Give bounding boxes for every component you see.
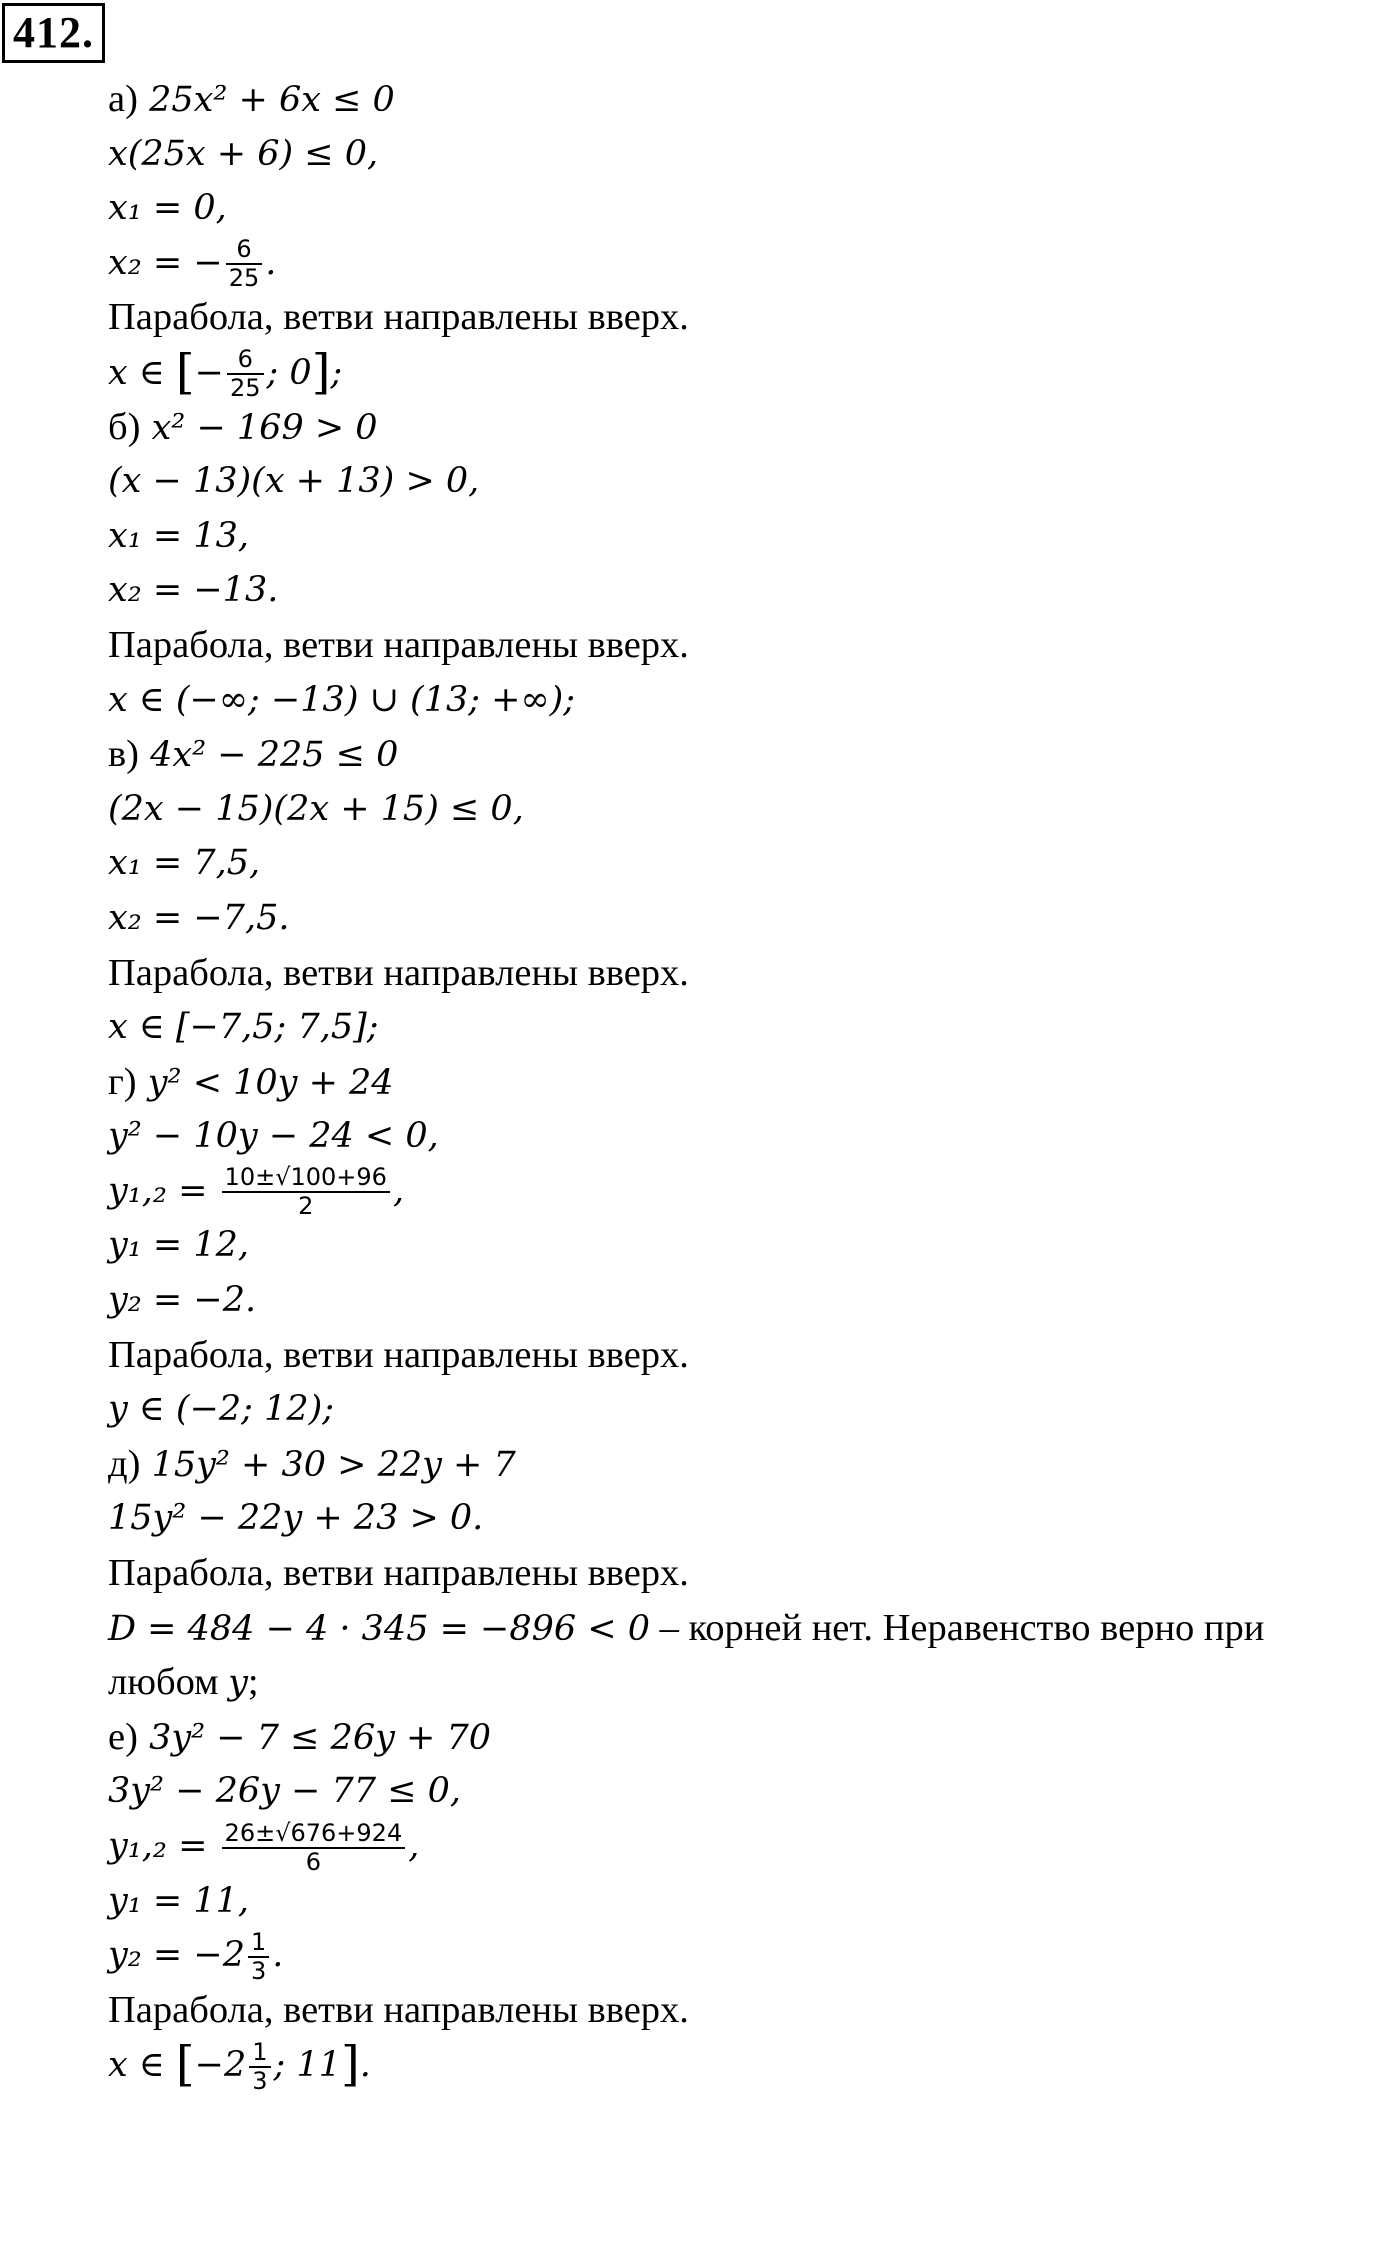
part-a-factored: x(25x + 6) ≤ 0, — [108, 133, 379, 174]
part-e-answer-rest: ; 11 — [273, 2045, 341, 2086]
part-e-root2-lhs: y₂ = −2 — [108, 1935, 245, 1976]
part-g-roots-lhs: y₁,₂ = — [108, 1170, 219, 1211]
part-d-disc-formula: D = 484 − 4 · 345 = −896 < 0 — [108, 1608, 651, 1649]
part-v-answer: x ∈ [−7,5; 7,5]; — [108, 1007, 379, 1048]
fraction-denominator: 6 — [305, 1847, 322, 1876]
part-a-root2-lhs: x₂ = − — [108, 242, 223, 283]
part-e-root2-end: . — [272, 1935, 284, 1976]
part-v-parabola-note: Парабола, ветви направлены вверх. — [108, 951, 689, 994]
part-b-factored: (x − 13)(x + 13) > 0, — [108, 461, 480, 502]
fraction-numerator: 26±√676+924 — [222, 1820, 406, 1849]
fraction-numerator: 1 — [249, 2039, 270, 2068]
fraction-numerator: 6 — [227, 346, 264, 375]
part-a-root1: x₁ = 0, — [108, 188, 227, 229]
part-e-root2 — [108, 1928, 1400, 1983]
part-a-root2 — [108, 236, 1400, 291]
part-e-answer-end: . — [359, 2045, 371, 2086]
part-e-answer — [108, 2036, 1400, 2095]
part-d-cont-var: y — [228, 1663, 248, 1704]
part-e-ineq: 3y² − 7 ≤ 26y + 70 — [149, 1717, 491, 1758]
part-g-answer: y ∈ (−2; 12); — [108, 1389, 335, 1430]
fraction-denominator: 25 — [228, 264, 260, 293]
close-bracket: ] — [311, 343, 331, 400]
part-a-answer-lhs: x ∈ — [108, 352, 176, 393]
part-b-answer: x ∈ (−∞; −13) ∪ (13; +∞); — [108, 679, 576, 720]
part-g-parabola-note: Парабола, ветви направлены вверх. — [108, 1333, 689, 1376]
part-a-answer-rest: ; 0 — [266, 352, 312, 393]
part-e-answer-mid: −2 — [194, 2045, 247, 2086]
part-b-root2: x₂ = −13. — [108, 570, 279, 611]
part-a-ineq: 25x² + 6x ≤ 0 — [149, 80, 395, 120]
part-e-inequality — [108, 1710, 1400, 1765]
part-g-moved: y² − 10y − 24 < 0, — [108, 1116, 439, 1157]
part-d-cont-text: любом — [108, 1661, 229, 1704]
fraction-numerator: 10±√100+96 — [222, 1164, 390, 1193]
part-b-label: б) — [108, 405, 141, 448]
open-bracket: [ — [175, 343, 195, 400]
part-a-root2-fraction — [226, 236, 263, 292]
part-g-roots-formula — [108, 1164, 1400, 1219]
part-g-roots-fraction — [222, 1164, 390, 1220]
part-a-root2-end: . — [265, 242, 277, 283]
part-g-root1: y₁ = 12, — [108, 1225, 250, 1266]
part-e-roots-formula — [108, 1819, 1400, 1874]
part-e-root2-fraction — [248, 1929, 269, 1985]
part-g-label: г) — [108, 1060, 137, 1103]
part-e-parabola-note: Парабола, ветви направлены вверх. — [108, 1988, 689, 2031]
part-b-ineq: x² − 169 > 0 — [151, 407, 378, 448]
part-e-answer-fraction — [249, 2039, 270, 2095]
fraction-denominator: 25 — [229, 374, 261, 403]
fraction-numerator: 1 — [248, 1929, 269, 1958]
part-a-label: а) — [108, 78, 138, 120]
part-d-moved: 15y² − 22y + 23 > 0. — [108, 1498, 484, 1539]
part-d-discriminant — [108, 1601, 1400, 1656]
part-a-answer — [108, 343, 1400, 403]
part-e-roots-end: , — [408, 1826, 420, 1866]
part-b-inequality — [108, 400, 1400, 455]
part-d-parabola-note: Парабола, ветви направлены вверх. — [108, 1552, 689, 1595]
part-b-root1: x₁ = 13, — [108, 515, 250, 556]
part-a-answer-fraction — [227, 346, 264, 402]
fraction-denominator: 2 — [298, 1192, 314, 1221]
part-a-answer-minus: − — [194, 352, 224, 393]
part-e-label: е) — [108, 1715, 138, 1758]
part-v-factored: (2x − 15)(2x + 15) ≤ 0, — [108, 788, 524, 829]
problem-number: 412. — [2, 3, 105, 63]
part-e-roots-lhs: y₁,₂ = — [108, 1826, 219, 1866]
fraction-denominator: 3 — [252, 2066, 268, 2095]
part-a-parabola-note: Парабола, ветви направлены вверх. — [108, 296, 689, 339]
part-v-root2: x₂ = −7,5. — [108, 897, 290, 938]
part-d-ineq: 15y² + 30 > 22y + 7 — [151, 1444, 516, 1485]
part-v-ineq: 4x² − 225 ≤ 0 — [150, 735, 399, 776]
part-a-answer-end: ; — [330, 352, 343, 393]
part-g-ineq: y² < 10y + 24 — [147, 1062, 394, 1103]
fraction-numerator: 6 — [226, 236, 263, 265]
part-e-moved: 3y² − 26y − 77 ≤ 0, — [108, 1771, 462, 1812]
part-d-label: д) — [108, 1442, 141, 1485]
fraction-denominator: 3 — [250, 1956, 267, 1985]
part-e-roots-fraction — [222, 1820, 406, 1876]
part-a-inequality — [108, 72, 1400, 127]
part-g-inequality — [108, 1055, 1400, 1110]
part-v-root1: x₁ = 7,5, — [108, 843, 261, 884]
part-g-roots-end: , — [392, 1170, 405, 1211]
part-d-cont-end: ; — [247, 1661, 259, 1704]
part-d-inequality — [108, 1437, 1400, 1492]
part-d-disc-text: – корней нет. Неравенство верно при — [650, 1606, 1265, 1649]
solution-body — [108, 72, 1400, 2095]
open-bracket: [ — [175, 2036, 195, 2093]
part-b-parabola-note: Парабола, ветви направлены вверх. — [108, 623, 689, 666]
part-v-label: в) — [108, 733, 139, 776]
part-e-root1: y₁ = 11, — [108, 1880, 250, 1921]
part-v-inequality — [108, 727, 1400, 782]
part-g-root2: y₂ = −2. — [108, 1280, 257, 1321]
part-d-conclusion — [108, 1655, 1400, 1710]
close-bracket: ] — [341, 2036, 360, 2093]
part-e-answer-lhs: x ∈ — [108, 2045, 176, 2086]
